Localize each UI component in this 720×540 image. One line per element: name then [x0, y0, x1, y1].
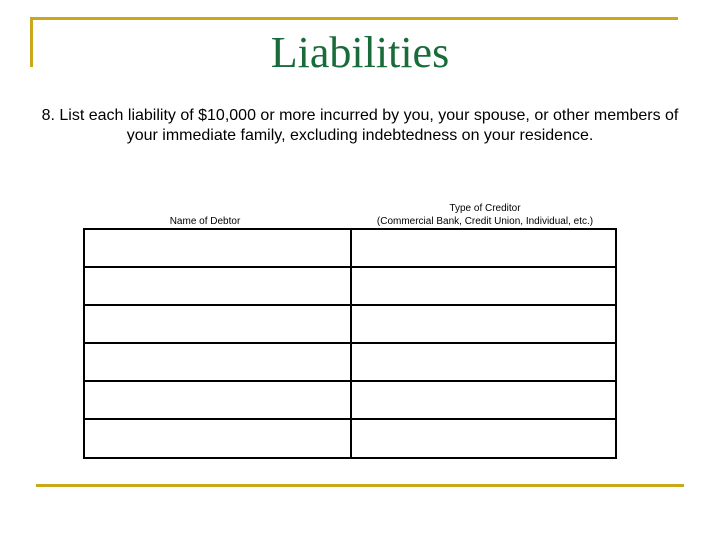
- column-header-creditor-subtitle: (Commercial Bank, Credit Union, Individual, etc.): [376, 216, 594, 227]
- creditor-cell[interactable]: [352, 420, 615, 458]
- column-header-creditor: [352, 202, 618, 228]
- table-row: [85, 344, 615, 382]
- creditor-cell[interactable]: [352, 344, 615, 382]
- creditor-cell[interactable]: [352, 306, 615, 344]
- liabilities-table: [83, 228, 617, 459]
- bottom-accent-rule: [36, 484, 684, 487]
- debtor-cell[interactable]: [85, 382, 352, 420]
- question-text: 8. List each liability of $10,000 or more incurred by you, your spouse, or other members of your immediate family, excluding indebtedness on your residence.: [41, 107, 679, 144]
- top-accent-rule: [30, 17, 678, 20]
- debtor-cell[interactable]: [85, 268, 352, 306]
- slide-title: Liabilities: [270, 28, 450, 77]
- creditor-cell[interactable]: [352, 268, 615, 306]
- column-header-debtor: Name of Debtor: [169, 216, 241, 227]
- debtor-cell[interactable]: [85, 230, 352, 268]
- table-row: [85, 420, 615, 458]
- table-row: [85, 268, 615, 306]
- table-row: [85, 382, 615, 420]
- creditor-cell[interactable]: [352, 230, 615, 268]
- debtor-cell[interactable]: [85, 344, 352, 382]
- debtor-cell[interactable]: [85, 306, 352, 344]
- table-row: [85, 230, 615, 268]
- table-row: [85, 306, 615, 344]
- debtor-cell[interactable]: [85, 420, 352, 458]
- creditor-cell[interactable]: [352, 382, 615, 420]
- column-header-creditor-title: Type of Creditor: [449, 203, 521, 214]
